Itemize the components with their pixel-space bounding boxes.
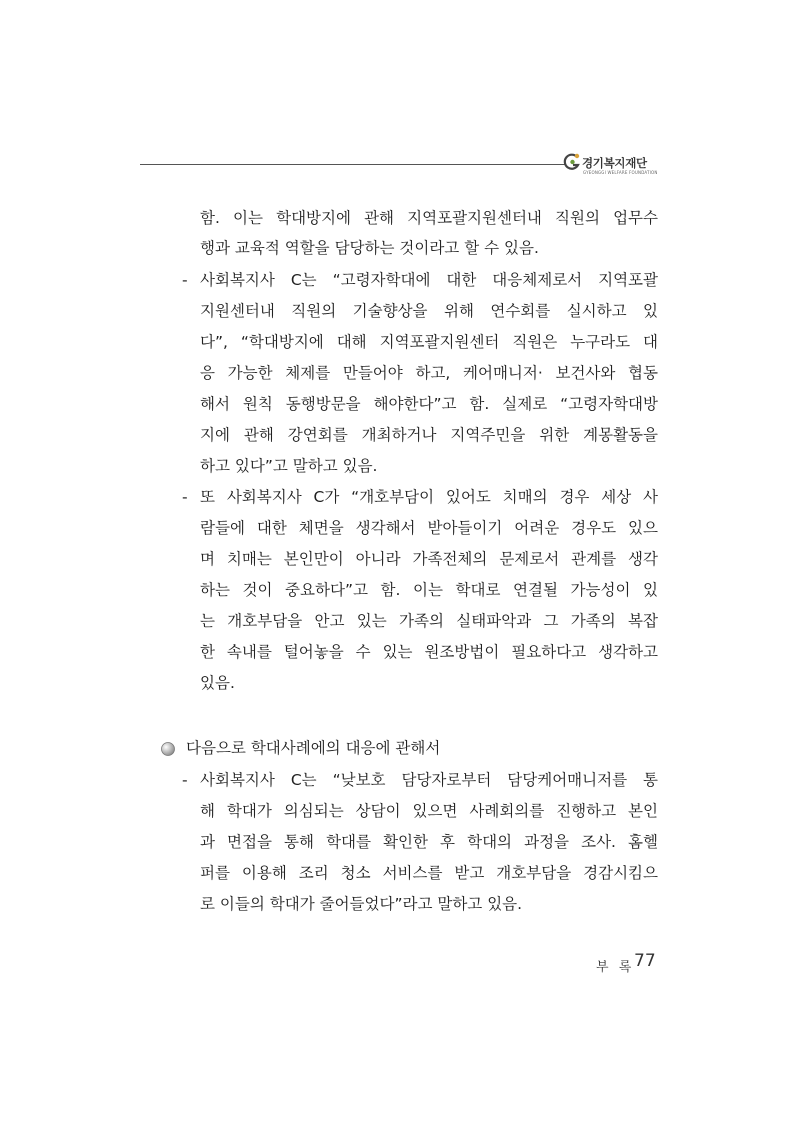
text-line: 다”, “학대방지에 대해 지역포괄지원센터 직원은 누구라도 대: [200, 333, 658, 351]
round-bullet-icon: [160, 741, 176, 757]
text-line: 는 개호부담을 안고 있는 가족의 실태파악과 그 가족의 복잡: [200, 612, 658, 630]
text-line: 하는 것이 중요하다”고 함. 이는 학대로 연결될 가능성이 있: [200, 581, 658, 599]
text-line: 사회복지사 C는 “낮보호 담당자로부터 담당케어매니저를 통: [200, 771, 658, 789]
foundation-logo-icon: [562, 152, 582, 172]
text-line: 며 치매는 본인만이 아니라 가족전체의 문제로서 관계를 생각: [200, 550, 658, 568]
text-line: 지에 관해 강연회를 개최하거나 지역주민을 위한 계몽활동을: [200, 426, 658, 444]
text-line: 응 가능한 체제를 만들어야 하고, 케어매니저· 보건사와 협동: [200, 364, 658, 382]
text-line: 해 학대가 의심되는 상담이 있으면 사례회의를 진행하고 본인: [200, 802, 658, 820]
header-rule: [140, 164, 565, 165]
page-number: 77: [634, 951, 656, 971]
text-line: 행과 교육적 역할을 담당하는 것이라고 할 수 있음.: [200, 239, 539, 257]
logo-subtitle: GYEONGGI WELFARE FOUNDATION: [583, 170, 658, 175]
text-line: 퍼를 이용해 조리 청소 서비스를 받고 개호부담을 경감시킴으: [200, 864, 658, 882]
foundation-logo: [562, 150, 662, 178]
logo-name: 경기복지재단: [582, 156, 647, 170]
text-line: 또 사회복지사 C가 “개호부담이 있어도 치매의 경우 세상 사: [200, 488, 658, 506]
text-line: 함. 이는 학대방지에 관해 지역포괄지원센터내 직원의 업무수: [200, 209, 658, 227]
list-dash: -: [182, 271, 188, 289]
text-line: 지원센터내 직원의 기술향상을 위해 연수회를 실시하고 있: [200, 302, 658, 320]
footer-section-label: 부 록: [596, 960, 635, 975]
text-line: 과 면접을 통해 학대를 확인한 후 학대의 과정을 조사. 홈헬: [200, 833, 658, 851]
text-line: 해서 원칙 동행방문을 해야한다”고 함. 실제로 “고령자학대방: [200, 395, 658, 413]
text-line: 한 속내를 털어놓을 수 있는 원조방법이 필요하다고 생각하고: [200, 643, 658, 661]
text-line: 하고 있다”고 말하고 있음.: [200, 457, 378, 475]
list-dash: -: [182, 771, 188, 789]
list-dash: -: [182, 488, 188, 506]
text-line: 로 이들의 학대가 줄어들었다”라고 말하고 있음.: [200, 895, 523, 913]
text-line: 사회복지사 C는 “고령자학대에 대한 대응체제로서 지역포괄: [200, 271, 658, 289]
text-line: 있음.: [200, 674, 235, 692]
text-line: 람들에 대한 체면을 생각해서 받아들이기 어려운 경우도 있으: [200, 519, 658, 537]
section-heading-text: 다음으로 학대사례에의 대응에 관해서: [186, 739, 441, 757]
